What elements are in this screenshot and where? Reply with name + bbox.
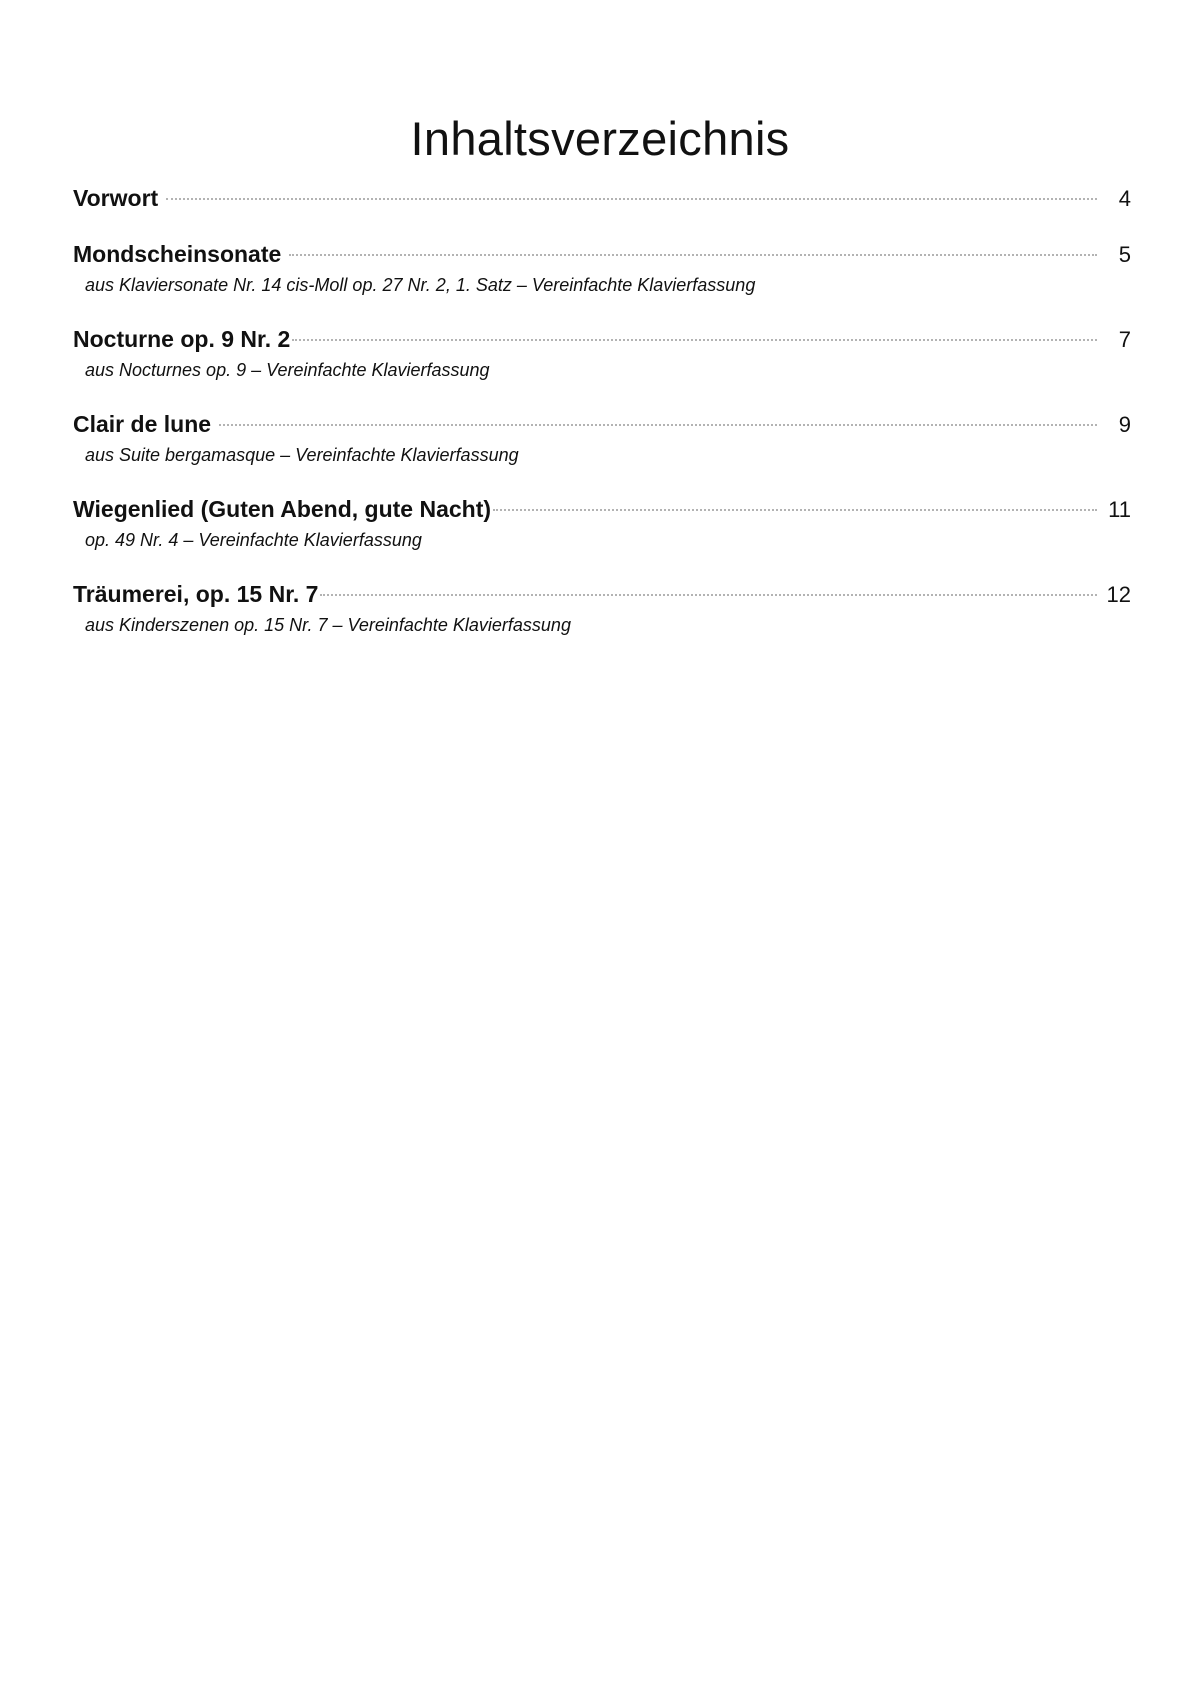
page-title: Inhaltsverzeichnis — [410, 112, 790, 166]
toc-page-number: 4 — [1118, 186, 1131, 211]
toc-entry-row — [73, 180, 1131, 216]
toc-entry-title: Träumerei, op. 15 Nr. 7 — [73, 581, 319, 607]
toc-entry-subtitle: aus Kinderszenen op. 15 Nr. 7 – Vereinfachte Klavierfassung — [85, 615, 571, 635]
toc-entry-traeumerei[interactable] — [73, 576, 1131, 661]
toc-entry-clair-de-lune[interactable] — [73, 406, 1131, 491]
toc-entry-vorwort[interactable] — [73, 180, 1131, 236]
toc-page-number: 11 — [1108, 497, 1131, 522]
toc-entry-subtitle: aus Suite bergamasque – Vereinfachte Klavierfassung — [85, 445, 519, 465]
toc-entry-title: Clair de lune — [73, 411, 212, 437]
toc-entry-wiegenlied[interactable] — [73, 491, 1131, 576]
toc-page-number: 12 — [1106, 582, 1131, 607]
table-of-contents — [73, 180, 1131, 661]
dot-leader — [292, 339, 1097, 341]
toc-page-number: 5 — [1118, 242, 1131, 267]
toc-entry-row — [73, 576, 1131, 612]
dot-leader — [289, 254, 1097, 256]
toc-entry-row — [73, 236, 1131, 272]
toc-entry-title: Mondscheinsonate — [73, 241, 282, 267]
toc-entry-subtitle: aus Nocturnes op. 9 – Vereinfachte Klavierfassung — [85, 360, 490, 380]
toc-page-number: 7 — [1118, 327, 1131, 352]
toc-page-number: 9 — [1118, 412, 1131, 437]
toc-entry-row — [73, 491, 1131, 527]
toc-entry-title: Nocturne op. 9 Nr. 2 — [73, 326, 291, 352]
toc-entry-subtitle: op. 49 Nr. 4 – Vereinfachte Klavierfassung — [85, 530, 422, 550]
dot-leader — [320, 594, 1097, 596]
dot-leader — [219, 424, 1097, 426]
toc-entry-title: Wiegenlied (Guten Abend, gute Nacht) — [73, 496, 492, 522]
toc-entry-row — [73, 321, 1131, 357]
dot-leader — [166, 198, 1097, 200]
dot-leader — [493, 509, 1097, 511]
toc-entry-mondscheinsonate[interactable] — [73, 236, 1131, 321]
toc-entry-title: Vorwort — [73, 185, 159, 211]
toc-entry-subtitle: aus Klaviersonate Nr. 14 cis-Moll op. 27 Nr. 2, 1. Satz – Vereinfachte Klavierfassung — [85, 275, 756, 295]
toc-entry-row — [73, 406, 1131, 442]
toc-entry-nocturne[interactable] — [73, 321, 1131, 406]
